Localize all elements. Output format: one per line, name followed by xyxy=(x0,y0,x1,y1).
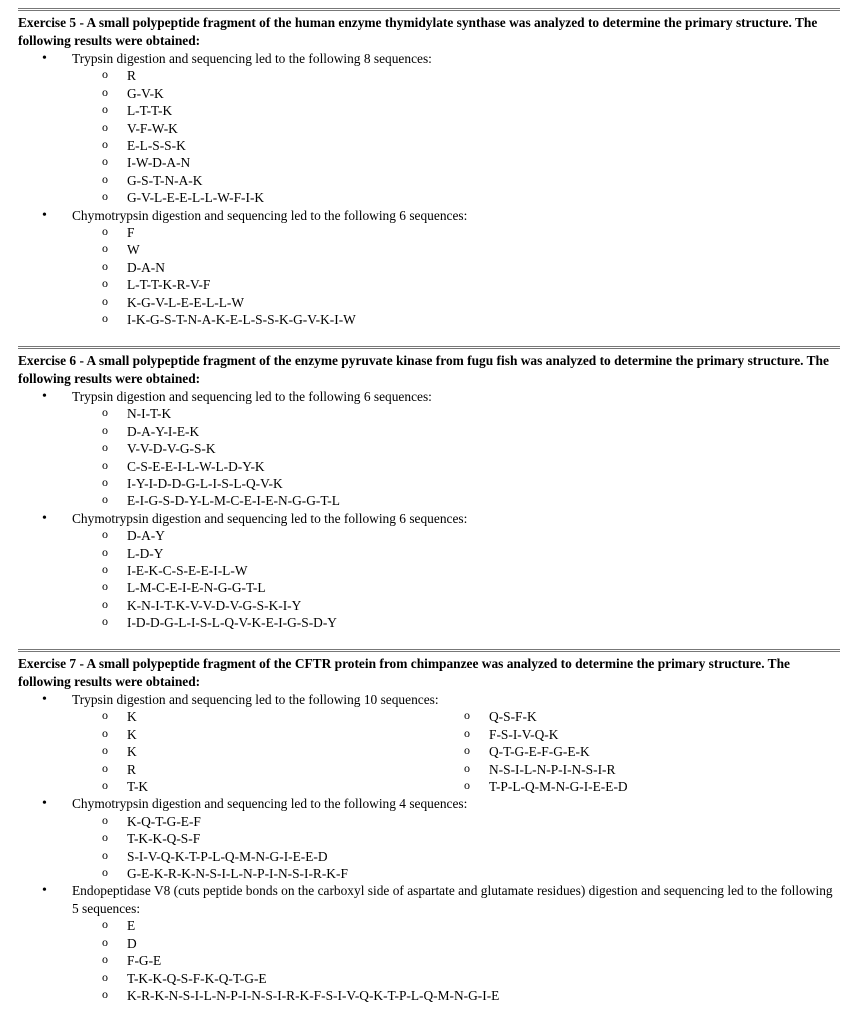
chymotrypsin-sequence-list xyxy=(18,527,840,631)
sequence-item: o K-G-V-L-E-E-L-L-W xyxy=(18,294,840,311)
chymotrypsin-heading: • Chymotrypsin digestion and sequencing led to the following 6 sequences: xyxy=(18,207,840,224)
section-divider xyxy=(18,8,840,11)
sequence-item: o K-N-I-T-K-V-V-D-V-G-S-K-I-Y xyxy=(18,597,840,614)
sequence-item: o G-S-T-N-A-K xyxy=(18,172,840,189)
sequence-item: o K xyxy=(18,708,840,725)
sequence-item: o L-D-Y xyxy=(18,545,840,562)
exercise-7 xyxy=(18,649,840,1004)
sequence-item: o S-I-V-Q-K-T-P-L-Q-M-N-G-I-E-E-D xyxy=(18,848,840,865)
sequence-item: o L-M-C-E-I-E-N-G-G-T-L xyxy=(18,579,840,596)
sequence-item: o T-K-K-Q-S-F-K-Q-T-G-E xyxy=(18,970,840,987)
chymotrypsin-heading: • Chymotrypsin digestion and sequencing led to the following 4 sequences: xyxy=(18,795,840,812)
trypsin-sequence-list-right xyxy=(404,708,628,795)
sequence-item: o D-A-Y xyxy=(18,527,840,544)
sequence-item: o F-G-E xyxy=(18,952,840,969)
trypsin-heading: • Trypsin digestion and sequencing led to the following 6 sequences: xyxy=(18,388,840,405)
sequence-item: o W xyxy=(18,241,840,258)
section-divider xyxy=(18,649,840,652)
sequence-item: o I-Y-I-D-D-G-L-I-S-L-Q-V-K xyxy=(18,475,840,492)
sequence-item: o L-T-T-K-R-V-F xyxy=(18,276,840,293)
sequence-item: o I-K-G-S-T-N-A-K-E-L-S-S-K-G-V-K-I-W xyxy=(18,311,840,328)
sequence-item: o R xyxy=(18,761,840,778)
sequence-item: o C-S-E-E-I-L-W-L-D-Y-K xyxy=(18,458,840,475)
sequence-item: o F-S-I-V-Q-K xyxy=(404,726,628,743)
sequence-item: o K-R-K-N-S-I-L-N-P-I-N-S-I-R-K-F-S-I-V-Q-K-T-P-L-Q-M-N-G-I-E xyxy=(18,987,840,1004)
sequence-item: o G-V-K xyxy=(18,85,840,102)
chymotrypsin-sequence-list xyxy=(18,224,840,328)
trypsin-heading: • Trypsin digestion and sequencing led to the following 8 sequences: xyxy=(18,50,840,67)
sequence-item: o T-K xyxy=(18,778,840,795)
v8-heading: • Endopeptidase V8 (cuts peptide bonds on the carboxyl side of aspartate and glutamate residues) digestion and sequencing led to the following 5 sequences: xyxy=(18,882,840,917)
sequence-item: o E-L-S-S-K xyxy=(18,137,840,154)
sequence-item: o T-P-L-Q-M-N-G-I-E-E-D xyxy=(404,778,628,795)
sequence-item: o D-A-N xyxy=(18,259,840,276)
exercise-7-title: Exercise 7 - A small polypeptide fragment of the CFTR protein from chimpanzee was analyzed to determine the primary structure. The following results were obtained: xyxy=(18,656,790,689)
sequence-item: o E xyxy=(18,917,840,934)
section-divider xyxy=(18,346,840,349)
exercise-5-title: Exercise 5 - A small polypeptide fragment of the human enzyme thymidylate synthase was analyzed to determine the primary structure. The following results were obtained: xyxy=(18,15,818,48)
sequence-item: o R xyxy=(18,67,840,84)
sequence-item: o G-E-K-R-K-N-S-I-L-N-P-I-N-S-I-R-K-F xyxy=(18,865,840,882)
trypsin-heading: • Trypsin digestion and sequencing led to the following 10 sequences: xyxy=(18,691,840,708)
sequence-item: o K xyxy=(18,726,840,743)
trypsin-sequence-list xyxy=(18,67,840,206)
sequence-item: o V-F-W-K xyxy=(18,120,840,137)
exercise-5 xyxy=(18,8,840,329)
sequence-item: o D xyxy=(18,935,840,952)
exercise-6-title: Exercise 6 - A small polypeptide fragment of the enzyme pyruvate kinase from fugu fish was analyzed to determine the primary structure. The following results were obtained: xyxy=(18,353,829,386)
trypsin-sequence-list xyxy=(18,405,840,509)
sequence-item: o K-Q-T-G-E-F xyxy=(18,813,840,830)
chymotrypsin-sequence-list xyxy=(18,813,840,883)
chymotrypsin-heading: • Chymotrypsin digestion and sequencing led to the following 6 sequences: xyxy=(18,510,840,527)
sequence-item: o E-I-G-S-D-Y-L-M-C-E-I-E-N-G-G-T-L xyxy=(18,492,840,509)
sequence-item: o G-V-L-E-E-L-L-W-F-I-K xyxy=(18,189,840,206)
sequence-item: o N-S-I-L-N-P-I-N-S-I-R xyxy=(404,761,628,778)
sequence-item: o I-E-K-C-S-E-E-I-L-W xyxy=(18,562,840,579)
sequence-item: o I-W-D-A-N xyxy=(18,154,840,171)
trypsin-two-column-list xyxy=(18,708,840,795)
v8-sequence-list xyxy=(18,917,840,1004)
sequence-item: o F xyxy=(18,224,840,241)
sequence-item: o K xyxy=(18,743,840,760)
sequence-item: o L-T-T-K xyxy=(18,102,840,119)
sequence-item: o T-K-K-Q-S-F xyxy=(18,830,840,847)
sequence-item: o N-I-T-K xyxy=(18,405,840,422)
sequence-item: o I-D-D-G-L-I-S-L-Q-V-K-E-I-G-S-D-Y xyxy=(18,614,840,631)
sequence-item: o D-A-Y-I-E-K xyxy=(18,423,840,440)
sequence-item: o Q-S-F-K xyxy=(404,708,628,725)
sequence-item: o V-V-D-V-G-S-K xyxy=(18,440,840,457)
exercise-6 xyxy=(18,346,840,632)
sequence-item: o Q-T-G-E-F-G-E-K xyxy=(404,743,628,760)
